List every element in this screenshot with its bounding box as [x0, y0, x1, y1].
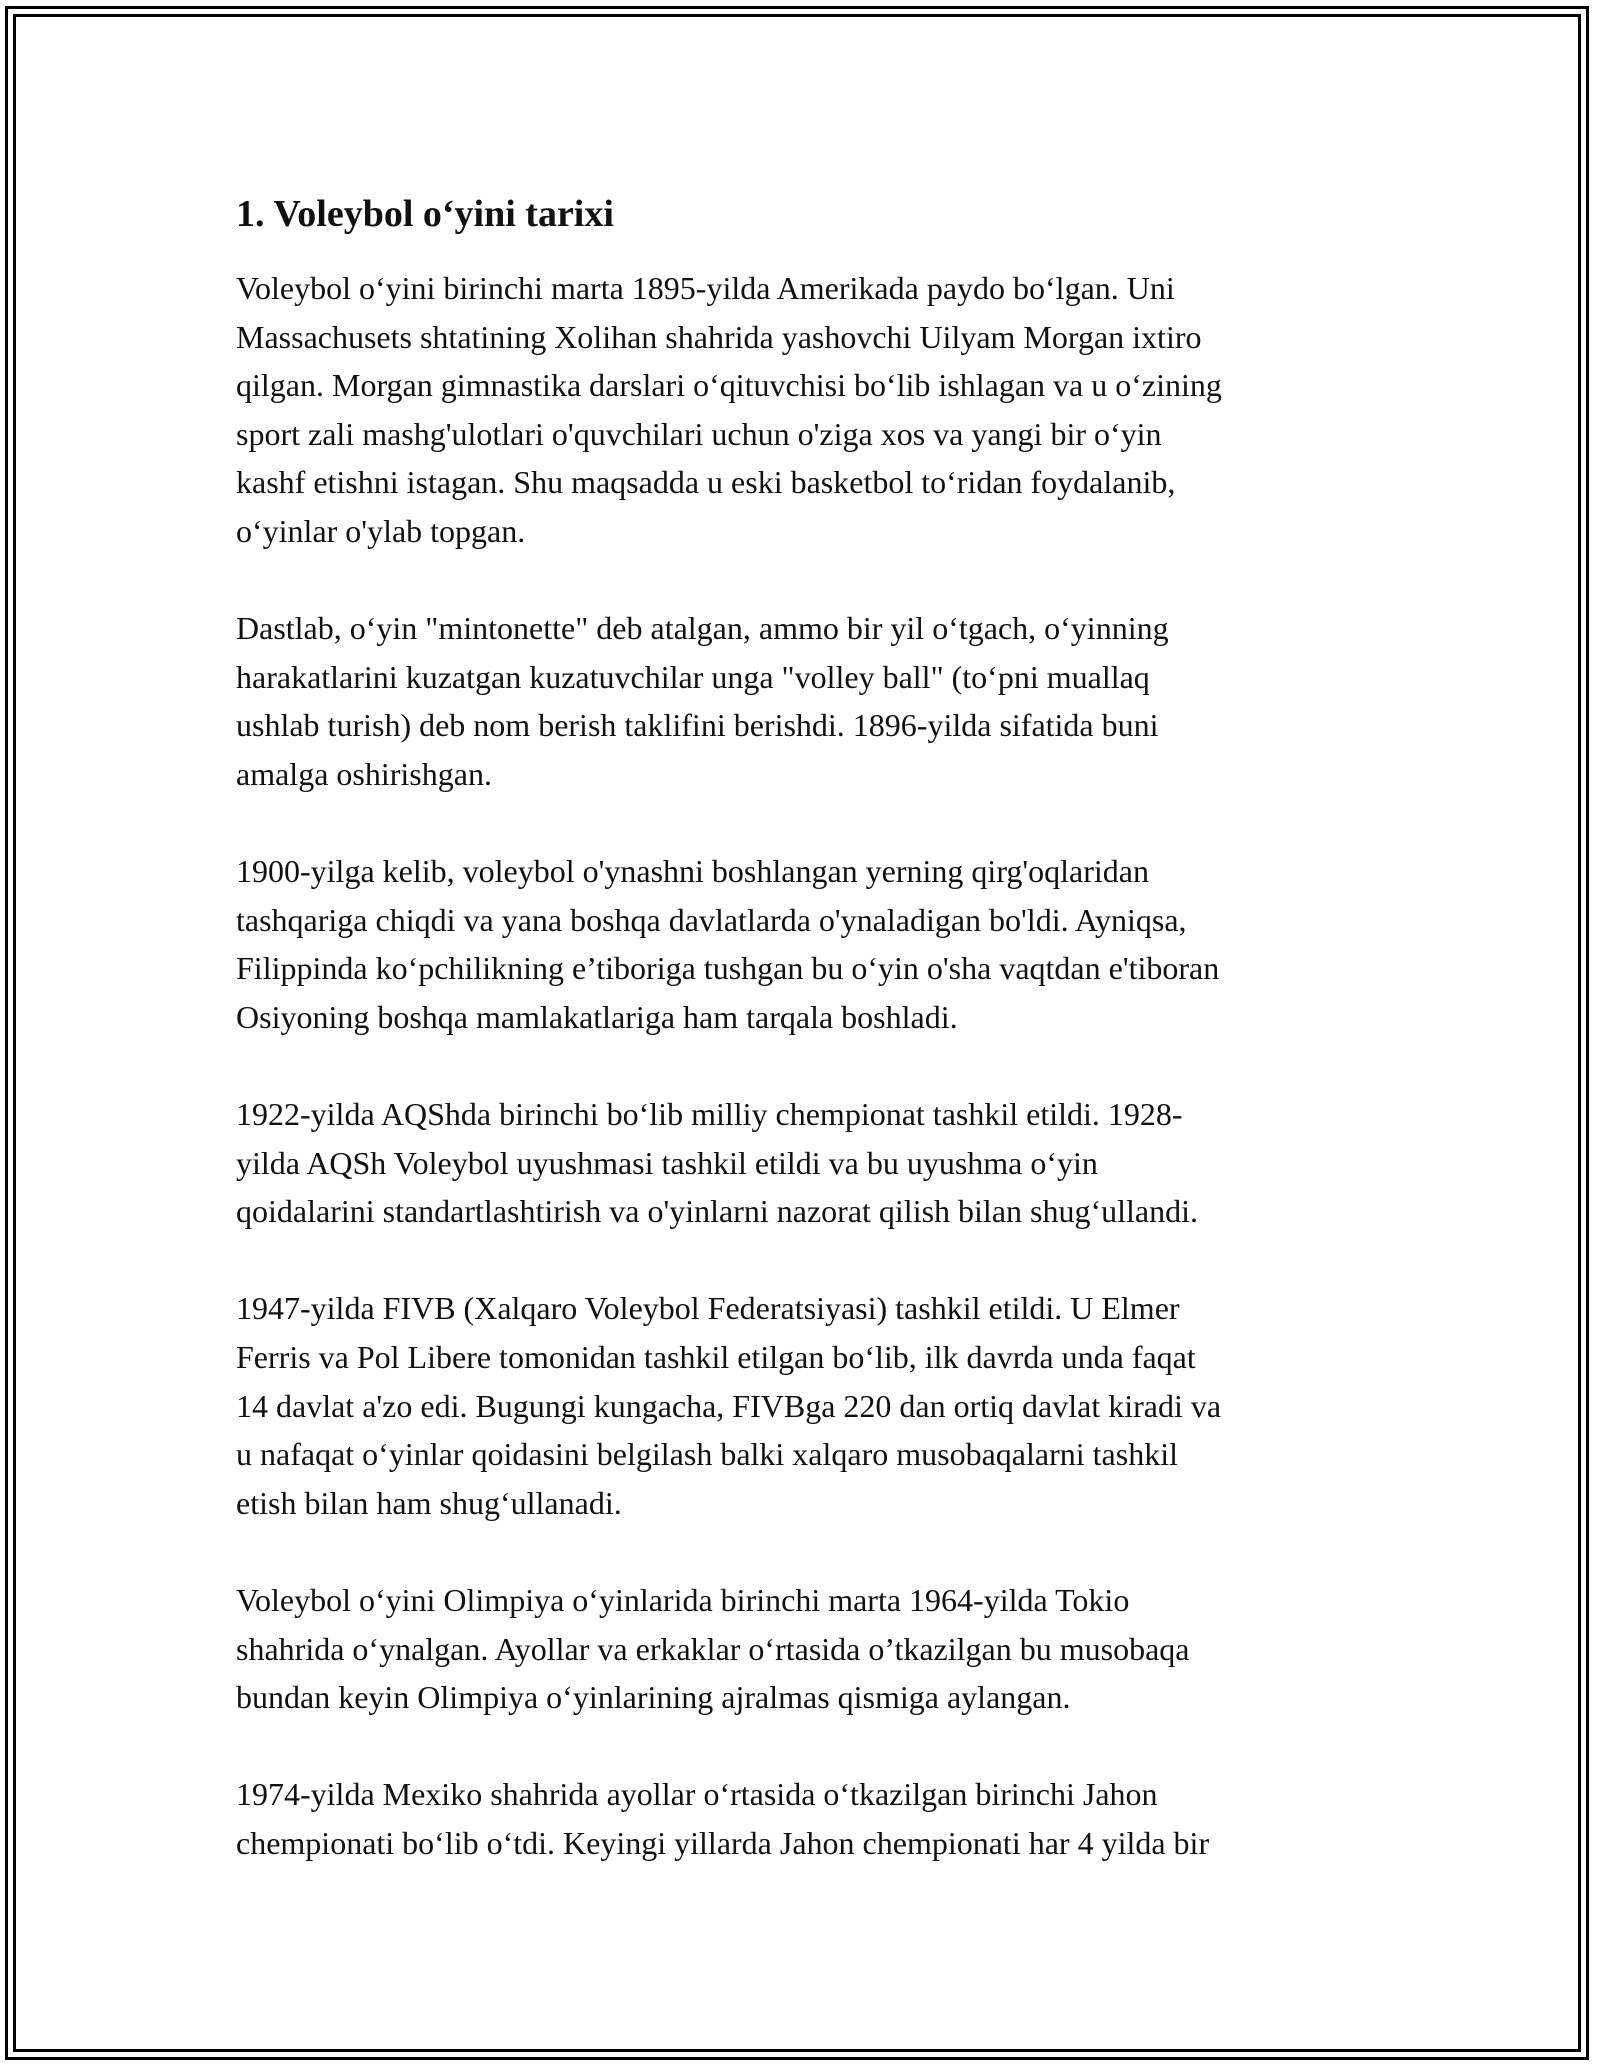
section-heading: 1. Voleybol o‘yini tarixi	[236, 193, 614, 235]
paragraph-world-championship: 1974-yilda Mexiko shahrida ayollar o‘rtasida o‘tkazilgan birinchi Jahon chempionati bo‘lib o‘tdi. Keyingi yillarda Jahon chempionati har 4 yilda bir	[236, 1776, 1210, 1861]
paragraph-fivb: 1947-yilda FIVB (Xalqaro Voleybol Federatsiyasi) tashkil etildi. U Elmer Ferris va Pol Libere tomonidan tashkil etilgan bo‘lib, ilk davrda unda faqat 14 davlat a'zo edi. Bugungi kungacha, FIVBga 220 dan ortiq davlat kiradi va u nafaqat o‘yinlar qoidasini belgilash balki xalqaro musobaqalarni tashkil etish bilan ham shug‘ullanadi.	[236, 1290, 1222, 1521]
paragraph-naming: Dastlab, o‘yin "mintonette" deb atalgan, ammo bir yil o‘tgach, o‘yinning harakatlarini kuzatgan kuzatuvchilar unga "volley ball" (to‘pni muallaq ushlab turish) deb nom berish taklifini berishdi. 1896-yilda sifatida buni amalga oshirishgan.	[236, 610, 1169, 792]
paragraph-origin: Voleybol o‘yini birinchi marta 1895-yilda Amerikada paydo bo‘lgan. Uni Massachusets shtatining Xolihan shahrida yashovchi Uilyam Morgan ixtiro qilgan. Morgan gimnastika darslari o‘qituvchisi bo‘lib ishlagan va u o‘zining sport zali mashg'ulotlari o'quvchilari uchun o'ziga xos va yangi bir o‘yin kashf etishni istagan. Shu maqsadda u eski basketbol to‘ridan foydalanib, o‘yinlar o'ylab topgan.	[236, 270, 1222, 549]
paragraph-spread: 1900-yilga kelib, voleybol o'ynashni boshlangan yerning qirg'oqlaridan tashqariga chiqdi va yana boshqa davlatlarda o'ynaladigan bo'ldi. Ayniqsa, Filippinda ko‘pchilikning e’tiboriga tushgan bu o‘yin o'sha vaqtdan e'tiboran Osiyoning boshqa mamlakatlariga ham tarqala boshladi.	[236, 853, 1220, 1035]
document-body	[236, 184, 1386, 1916]
paragraph-olympics: Voleybol o‘yini Olimpiya o‘yinlarida birinchi marta 1964-yilda Tokio shahrida o‘ynalgan. Ayollar va erkaklar o‘rtasida o’tkazilgan bu musobaqa bundan keyin Olimpiya o‘yinlarining ajralmas qismiga aylangan.	[236, 1582, 1190, 1716]
paragraph-usa-championship: 1922-yilda AQShda birinchi bo‘lib milliy chempionat tashkil etildi. 1928- yilda AQSh Voleybol uyushmasi tashkil etildi va bu uyushma o‘yin qoidalarini standartlashtirish va o'yinlarni nazorat qilish bilan shug‘ullandi.	[236, 1096, 1198, 1230]
